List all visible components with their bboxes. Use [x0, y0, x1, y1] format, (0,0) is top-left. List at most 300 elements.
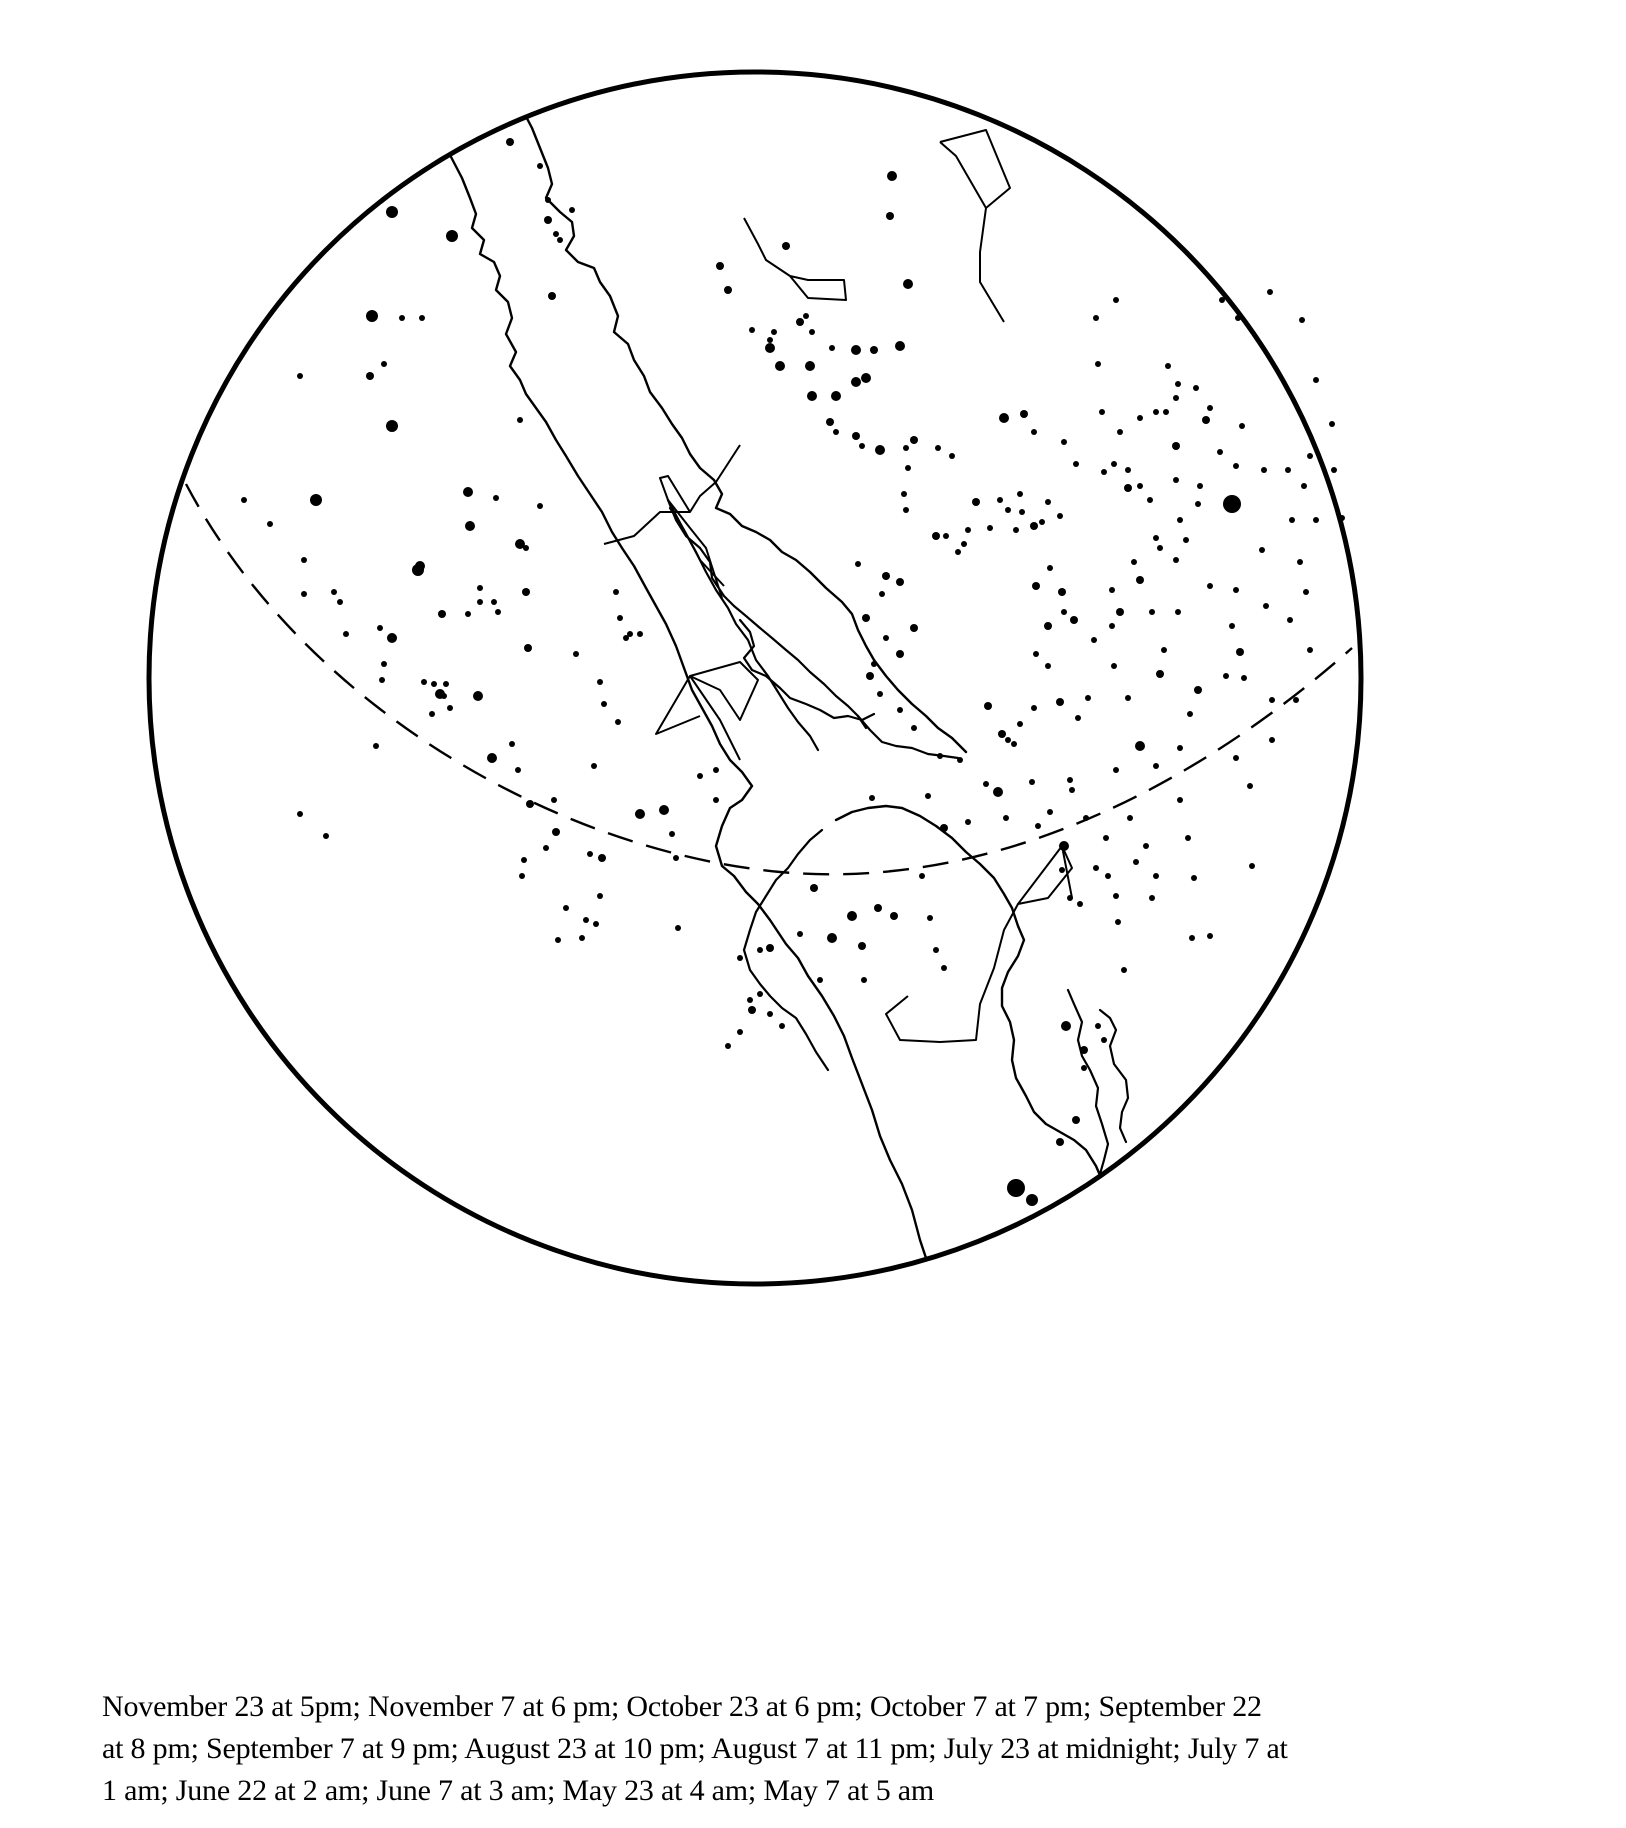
star [911, 725, 917, 731]
star [765, 343, 775, 353]
star [1149, 895, 1155, 901]
star [983, 781, 989, 787]
star [399, 315, 405, 321]
star [1207, 933, 1213, 939]
star [1111, 663, 1117, 669]
star [1207, 583, 1213, 589]
star [803, 313, 809, 319]
star [1187, 711, 1193, 717]
star [933, 947, 939, 953]
star [757, 947, 763, 953]
star [1127, 815, 1133, 821]
star [1059, 841, 1069, 851]
star [1329, 421, 1335, 427]
star [932, 532, 940, 540]
star [506, 138, 514, 146]
star [713, 797, 719, 803]
star [858, 942, 866, 950]
star [879, 591, 885, 597]
star [1035, 823, 1041, 829]
star [1031, 705, 1037, 711]
star [1061, 609, 1067, 615]
star [833, 429, 839, 435]
star [1113, 893, 1119, 899]
star [1059, 867, 1065, 873]
star [548, 292, 556, 300]
star [997, 497, 1003, 503]
constellation-big-dipper [744, 218, 846, 300]
star [1005, 507, 1011, 513]
star [441, 693, 447, 699]
star [386, 206, 398, 218]
star [297, 373, 303, 379]
star [1331, 467, 1337, 473]
star [1177, 745, 1183, 751]
star [1133, 859, 1139, 865]
star [615, 719, 621, 725]
star [998, 730, 1006, 738]
star [587, 851, 593, 857]
southern-arm [1068, 990, 1108, 1174]
star [1313, 517, 1319, 523]
star [883, 635, 889, 641]
star [379, 677, 385, 683]
star [874, 904, 882, 912]
star [851, 345, 861, 355]
star [1193, 385, 1199, 391]
rift-strand-4 [858, 716, 958, 758]
star [1239, 423, 1245, 429]
star [673, 855, 679, 861]
star [1007, 1179, 1025, 1197]
star [635, 809, 645, 819]
star [748, 1006, 756, 1014]
star [866, 672, 874, 680]
star [1299, 317, 1305, 323]
star [1113, 297, 1119, 303]
star [301, 557, 307, 563]
star [1116, 608, 1124, 616]
star [659, 805, 669, 815]
star [1017, 491, 1023, 497]
star [301, 591, 307, 597]
star [1070, 616, 1078, 624]
star [1202, 416, 1210, 424]
star [937, 753, 943, 759]
star [1157, 545, 1163, 551]
star [543, 845, 549, 851]
star [473, 691, 483, 701]
star [1113, 767, 1119, 773]
star [1019, 509, 1025, 515]
star [886, 212, 894, 220]
star [555, 937, 561, 943]
star [1236, 648, 1244, 656]
star [515, 767, 521, 773]
star [984, 702, 992, 710]
star [1185, 835, 1191, 841]
star [526, 800, 534, 808]
star [957, 757, 963, 763]
star [861, 373, 871, 383]
star [491, 599, 497, 605]
star [267, 521, 273, 527]
star [1077, 901, 1083, 907]
star [875, 445, 885, 455]
star [1031, 429, 1037, 435]
star [1125, 467, 1131, 473]
constellation-ursa-minor [940, 130, 1010, 322]
star [1173, 557, 1179, 563]
star [1307, 453, 1313, 459]
star [1177, 797, 1183, 803]
star [429, 711, 435, 717]
star [438, 610, 446, 618]
star [601, 701, 607, 707]
star [903, 279, 913, 289]
star [713, 767, 719, 773]
star [993, 787, 1003, 797]
star [1103, 835, 1109, 841]
star [1137, 483, 1143, 489]
star [855, 561, 861, 567]
star [419, 315, 425, 321]
star [1057, 513, 1063, 519]
star [415, 561, 425, 571]
star-field [241, 138, 1345, 1206]
star [431, 681, 437, 687]
star [1056, 1138, 1064, 1146]
star [598, 854, 606, 862]
constellation-scorpius-head [1018, 846, 1072, 904]
star [895, 341, 905, 351]
star [943, 533, 949, 539]
star [617, 615, 623, 621]
star [716, 262, 724, 270]
star [767, 337, 773, 343]
star [1099, 409, 1105, 415]
star [563, 905, 569, 911]
star [1147, 497, 1153, 503]
star [747, 997, 753, 1003]
star [999, 413, 1009, 423]
star [757, 991, 763, 997]
star [807, 391, 817, 401]
star [901, 491, 907, 497]
star [597, 893, 603, 899]
star [537, 163, 543, 169]
star [591, 763, 597, 769]
star [817, 977, 823, 983]
star [1172, 442, 1180, 450]
star [1131, 559, 1137, 565]
star [1269, 737, 1275, 743]
star [381, 361, 387, 367]
star [1011, 741, 1017, 747]
star [1117, 429, 1123, 435]
star [331, 589, 337, 595]
star [337, 599, 343, 605]
star [1091, 637, 1097, 643]
star [1030, 522, 1038, 530]
rift-strand-1 [668, 500, 866, 728]
star [1045, 663, 1051, 669]
star [1093, 865, 1099, 871]
constellation-ursa-minor-box [940, 142, 986, 208]
star [1197, 483, 1203, 489]
star [910, 436, 918, 444]
star [779, 1023, 785, 1029]
star [1067, 895, 1073, 901]
caption-line-3: 1 am; June 22 at 2 am; June 7 at 3 am; May 23 at 4 am; May 7 at 5 am [102, 1774, 935, 1807]
star [1105, 873, 1111, 879]
star [1267, 289, 1273, 295]
star [1005, 737, 1011, 743]
star [343, 631, 349, 637]
star [551, 797, 557, 803]
star [1177, 517, 1183, 523]
star [1095, 361, 1101, 367]
star [1137, 415, 1143, 421]
star [1095, 1023, 1101, 1029]
star [862, 614, 870, 622]
star [887, 171, 897, 181]
southern-arm-2 [1100, 1010, 1128, 1142]
star [1233, 463, 1239, 469]
star [829, 345, 835, 351]
star [1153, 763, 1159, 769]
star [1173, 477, 1179, 483]
caption [102, 1686, 1582, 1812]
star [1153, 873, 1159, 879]
star [1195, 501, 1201, 507]
star [487, 753, 497, 763]
star [972, 498, 980, 506]
star [1183, 537, 1189, 543]
star [519, 873, 525, 879]
star [1307, 647, 1313, 653]
star [767, 1011, 773, 1017]
star [524, 644, 532, 652]
star [905, 465, 911, 471]
star [1313, 377, 1319, 383]
star [381, 661, 387, 667]
star [1033, 651, 1039, 657]
star [1153, 535, 1159, 541]
star [552, 828, 560, 836]
star [1069, 787, 1075, 793]
star [1163, 409, 1169, 415]
star [1269, 697, 1275, 703]
star [955, 549, 961, 555]
star [669, 831, 675, 837]
star [1081, 1065, 1087, 1071]
star [1047, 565, 1053, 571]
star [1047, 809, 1053, 815]
star [1191, 875, 1197, 881]
star [1111, 461, 1117, 467]
star [1261, 467, 1267, 473]
star [1153, 409, 1159, 415]
star [1217, 449, 1223, 455]
star [935, 445, 941, 451]
star [1093, 315, 1099, 321]
star [871, 661, 877, 667]
star [897, 707, 903, 713]
star [1156, 670, 1164, 678]
star [366, 372, 374, 380]
star [1124, 484, 1132, 492]
star [961, 541, 967, 547]
star [847, 911, 857, 921]
star [509, 741, 515, 747]
star [1072, 1116, 1080, 1124]
star [1020, 410, 1028, 418]
star [987, 525, 993, 531]
star [1085, 695, 1091, 701]
star [1013, 527, 1019, 533]
star [421, 679, 427, 685]
star [737, 1029, 743, 1035]
star [877, 691, 883, 697]
star [852, 432, 860, 440]
star [965, 819, 971, 825]
star [775, 361, 785, 371]
star [1207, 405, 1213, 411]
star [517, 417, 523, 423]
star [725, 1043, 731, 1049]
star [613, 589, 619, 595]
star [443, 681, 449, 687]
star [1263, 603, 1269, 609]
star [465, 521, 475, 531]
star [1136, 576, 1144, 584]
star [446, 230, 458, 242]
star [1249, 863, 1255, 869]
star [1075, 715, 1081, 721]
star [782, 242, 790, 250]
star [1017, 721, 1023, 727]
star [1149, 609, 1155, 615]
star [771, 329, 777, 335]
star [1287, 617, 1293, 623]
star [1247, 783, 1253, 789]
star [826, 418, 834, 426]
star [1109, 587, 1115, 593]
star [1223, 495, 1241, 513]
star [809, 329, 815, 335]
star [1293, 697, 1299, 703]
star [463, 487, 473, 497]
star [544, 216, 552, 224]
constellation-scorpius [886, 846, 1072, 1042]
star [1229, 623, 1235, 629]
star [1189, 935, 1195, 941]
star [1115, 919, 1121, 925]
star [1029, 779, 1035, 785]
star [1003, 815, 1009, 821]
star [465, 611, 471, 617]
star [1194, 686, 1202, 694]
constellation-aquila [656, 662, 758, 734]
star [557, 237, 563, 243]
star [495, 609, 501, 615]
star [796, 318, 804, 326]
star [1125, 695, 1131, 701]
star [949, 453, 955, 459]
star [927, 915, 933, 921]
star [1044, 622, 1052, 630]
star [1233, 587, 1239, 593]
star [1233, 755, 1239, 761]
star [573, 651, 579, 657]
star [1101, 469, 1107, 475]
southern-rift [744, 830, 828, 1070]
star [1161, 647, 1167, 653]
star [1121, 967, 1127, 973]
star [1032, 582, 1040, 590]
star [1301, 483, 1307, 489]
star [1073, 461, 1079, 467]
star [737, 955, 743, 961]
star [810, 884, 818, 892]
star [896, 650, 904, 658]
star [545, 197, 551, 203]
star [1175, 609, 1181, 615]
star [569, 207, 575, 213]
star [910, 624, 918, 632]
star [903, 507, 909, 513]
star [1067, 777, 1073, 783]
star [827, 933, 837, 943]
star [386, 420, 398, 432]
star [1241, 675, 1247, 681]
star [553, 231, 559, 237]
star [1061, 439, 1067, 445]
star [477, 585, 483, 591]
star [831, 391, 841, 401]
star [1143, 843, 1149, 849]
star [941, 965, 947, 971]
star [522, 588, 530, 596]
star [623, 635, 629, 641]
star [870, 346, 878, 354]
star [903, 445, 909, 451]
star [477, 599, 483, 605]
star [583, 917, 589, 923]
star [859, 443, 865, 449]
star [749, 327, 755, 333]
star [1165, 363, 1171, 369]
caption-line-1: November 23 at 5pm; November 7 at 6 pm; October 23 at 6 pm; October 7 at 7 pm; September 22 [102, 1690, 1262, 1723]
star [1080, 1046, 1088, 1054]
star [1285, 467, 1291, 473]
star [1045, 499, 1051, 505]
star [1083, 815, 1089, 821]
star [1223, 673, 1229, 679]
star [1061, 1021, 1071, 1031]
star [797, 931, 803, 937]
star [869, 795, 875, 801]
star [373, 743, 379, 749]
star [377, 625, 383, 631]
star [1109, 623, 1115, 629]
star [1056, 698, 1064, 706]
star [493, 495, 499, 501]
caption-line-2: at 8 pm; September 7 at 9 pm; August 23 at 10 pm; August 7 at 11 pm; July 23 at midnight; July 7 at [102, 1732, 1288, 1765]
star [697, 773, 703, 779]
star [447, 705, 453, 711]
